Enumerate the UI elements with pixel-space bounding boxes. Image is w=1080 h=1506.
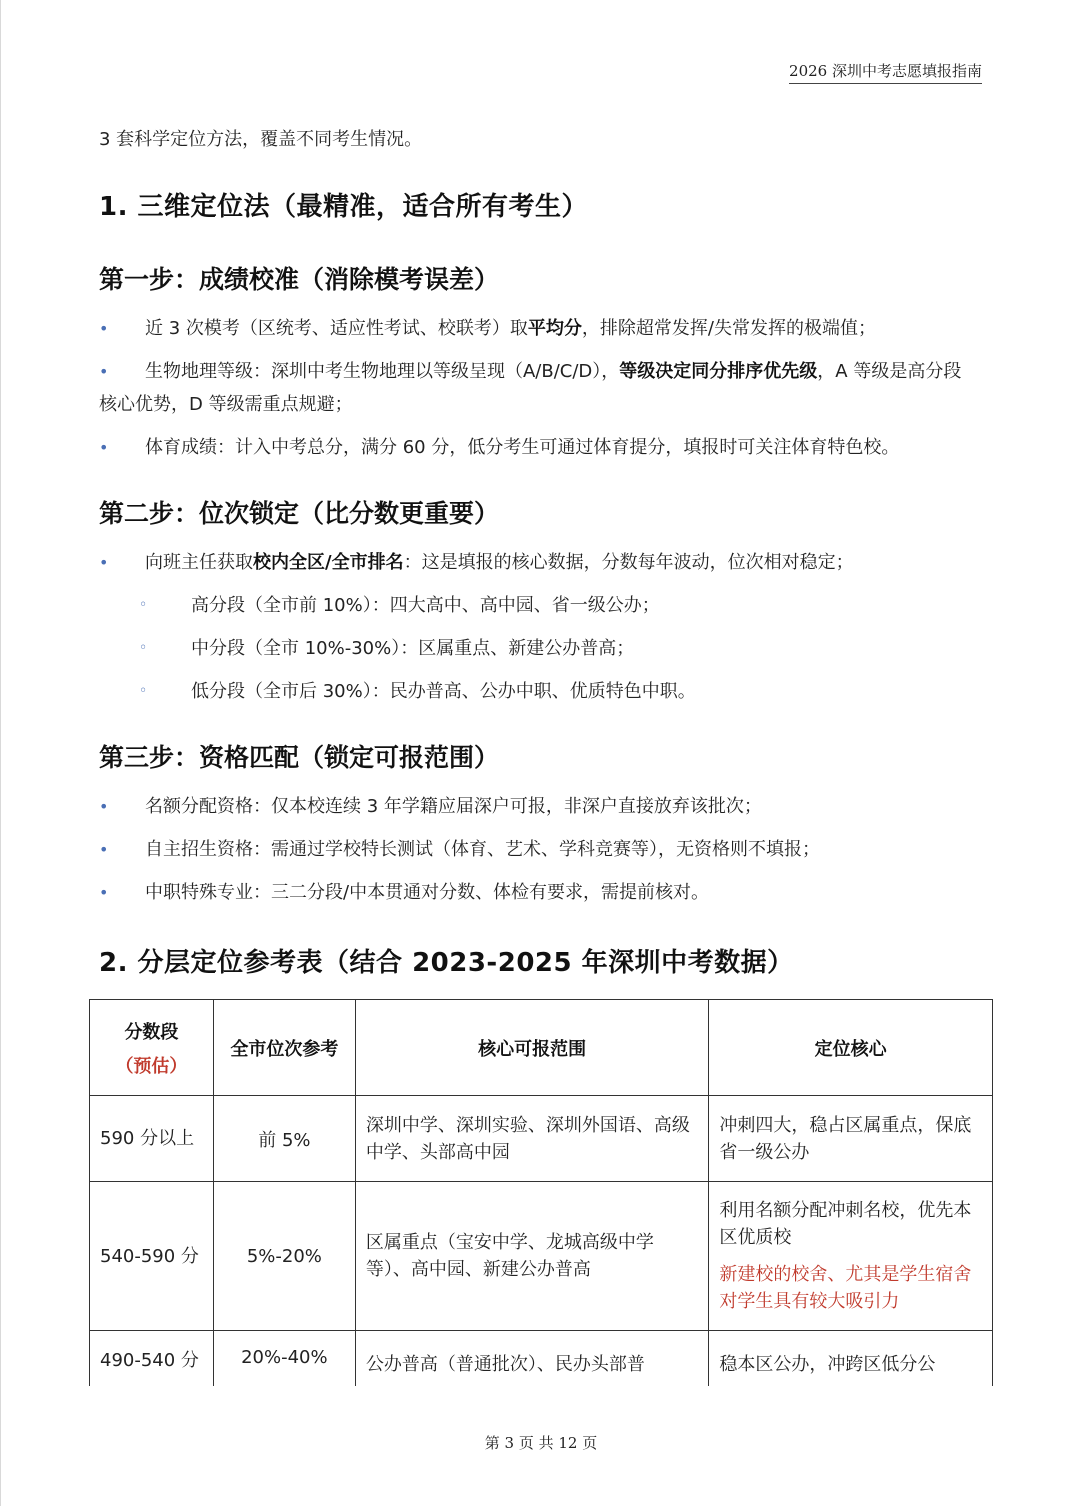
header-score: 分数段 （预估）: [90, 1000, 214, 1096]
list-item: • 生物地理等级：深圳中考生物地理以等级呈现（A/B/C/D），等级决定同分排序优先级，A 等级是高分段核心优势，D 等级需重点规避；: [99, 355, 979, 421]
highlight-note: 新建校的校舍、尤其是学生宿舍对学生具有较大吸引力: [719, 1264, 972, 1312]
header-core: 定位核心: [709, 1000, 993, 1096]
cell-range: 公办普高（普通批次）、民办头部普: [355, 1331, 709, 1401]
bullet-icon: •: [99, 840, 109, 859]
list-item: • 名额分配资格：仅本校连续 3 年学籍应届深户可报，非深户直接放弃该批次；: [99, 790, 979, 823]
bullet-icon: •: [99, 797, 109, 816]
step2-title: 第二步：位次锁定（比分数更重要）: [99, 499, 500, 528]
circle-bullet-icon: ◦: [139, 640, 148, 656]
table-row: [90, 1096, 993, 1182]
list-item: • 自主招生资格：需通过学校特长测试（体育、艺术、学科竞赛等），无资格则不填报；: [99, 833, 979, 866]
header-rank: 全市位次参考: [213, 1000, 355, 1096]
table-page-cut: [81, 1386, 1011, 1426]
header-range: 核心可报范围: [355, 1000, 709, 1096]
intro-text: 3 套科学定位方法，覆盖不同考生情况。: [99, 129, 423, 150]
cell-rank: 前 5%: [213, 1096, 355, 1182]
cell-rank: 20%-40%: [213, 1331, 355, 1401]
page-footer: 第 3 页 共 12 页: [484, 1434, 598, 1452]
step1-title: 第一步：成绩校准（消除模考误差）: [99, 265, 500, 294]
cell-score: 590 分以上: [90, 1096, 214, 1182]
bullet-icon: •: [99, 553, 109, 572]
circle-bullet-icon: ◦: [139, 597, 148, 613]
list-item: • 近 3 次模考（区统考、适应性考试、校联考）取平均分，排除超常发挥/失常发挥的极端值；: [99, 312, 979, 345]
list-item: • 向班主任获取校内全区/全市排名：这是填报的核心数据，分数每年波动，位次相对稳定；: [99, 546, 979, 579]
bullet-icon: •: [99, 362, 109, 381]
list-item: • 中职特殊专业：三二分段/中本贯通对分数、体检有要求，需提前核对。: [99, 876, 979, 909]
cell-rank: 5%-20%: [213, 1182, 355, 1331]
cell-score: 540-590 分: [90, 1182, 214, 1331]
section1-title: 1. 三维定位法（最精准，适合所有考生）: [99, 192, 589, 222]
cell-core: 稳本区公办，冲跨区低分公: [709, 1331, 993, 1401]
circle-bullet-icon: ◦: [139, 683, 148, 699]
bullet-icon: •: [99, 319, 109, 338]
cell-range: 深圳中学、深圳实验、深圳外国语、高级中学、头部高中园: [355, 1096, 709, 1182]
header-title: 2026 深圳中考志愿填报指南: [789, 60, 982, 84]
cell-range: 区属重点（宝安中学、龙城高级中学等）、高中园、新建公办普高: [355, 1182, 709, 1331]
bullet-icon: •: [99, 438, 109, 457]
list-item: • 体育成绩：计入中考总分，满分 60 分，低分考生可通过体育提分，填报时可关注体育特色校。: [99, 431, 979, 464]
step3-title: 第三步：资格匹配（锁定可报范围）: [99, 743, 500, 772]
cell-score: 490-540 分: [90, 1331, 214, 1401]
cell-core: 冲刺四大，稳占区属重点，保底省一级公办: [709, 1096, 993, 1182]
cell-core: 利用名额分配冲刺名校，优先本区优质校 新建校的校舍、尤其是学生宿舍对学生具有较大吸引力: [709, 1182, 993, 1331]
table-header-row: [90, 1000, 993, 1096]
reference-table: [89, 999, 993, 1401]
sub-list-item: ◦ 低分段（全市后 30%）：民办普高、公办中职、优质特色中职。: [139, 675, 959, 708]
bullet-icon: •: [99, 883, 109, 902]
sub-list-item: ◦ 中分段（全市 10%-30%）：区属重点、新建公办普高；: [139, 632, 959, 665]
table-row: [90, 1182, 993, 1331]
sub-list-item: ◦ 高分段（全市前 10%）：四大高中、高中园、省一级公办；: [139, 589, 959, 622]
section2-title: 2. 分层定位参考表（结合 2023-2025 年深圳中考数据）: [99, 948, 794, 978]
